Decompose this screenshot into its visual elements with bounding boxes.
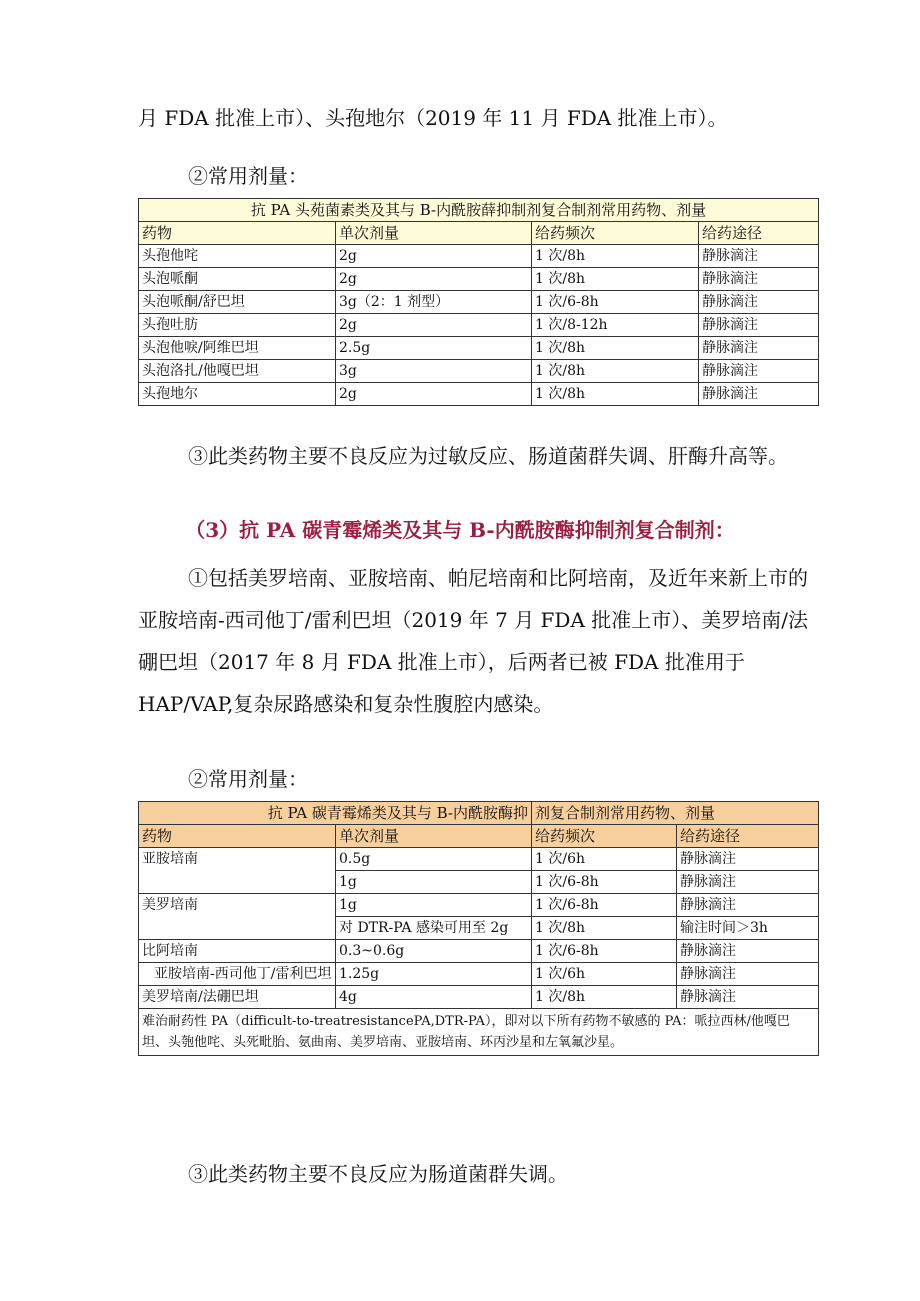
intro-line: 月 FDA 批准上市）、头孢地尔（2019 年 11 月 FDA 批准上市）。 [138,106,728,130]
table2-cell-frequency: 1 次/6h [532,963,677,986]
table1-cell-frequency: 1 次/8h [532,360,699,383]
table1-cell-drug: 头泡哌酮 [139,268,336,291]
table-row [139,314,819,337]
table1-cell-dose: 2.5g [336,337,532,360]
table1-cell-dose: 3g（2：1 剂型） [336,291,532,314]
table1-cell-frequency: 1 次/8h [532,337,699,360]
table1-cell-route: 静脉滴注 [699,383,819,406]
table2-header-drug: 药物 [139,825,336,848]
section-3-heading: （3）抗 PA 碳青霉烯类及其与 B-内酰胺酶抑制剂复合制剂： [185,518,735,542]
table-row [139,268,819,291]
table-row [139,383,819,406]
table2-caption-left: 抗 PA 碳青霉烯类及其与 B-内酰胺酶抑 [139,802,532,825]
table1-cell-route: 静脉滴注 [699,360,819,383]
table1-cell-route: 静脉滴注 [699,245,819,268]
table1-cell-drug: 头孢吐肪 [139,314,336,337]
table-cephalosporins [138,198,819,406]
table1-cell-drug: 头泡洛扎/他嘎巴坦 [139,360,336,383]
table2-cell-frequency: 1 次/6h [532,848,677,871]
table1-header-frequency: 给药频次 [532,222,699,245]
table1-cell-frequency: 1 次/8-12h [532,314,699,337]
table2-cell-drug: 亚胺培南-西司他丁/雷利巴坦 [139,963,336,986]
table2-cell-drug: 美罗培南 [139,894,336,940]
table2-header-dose: 单次剂量 [336,825,532,848]
table-row [139,894,819,917]
table-row [139,291,819,314]
table2-cell-dose: 对 DTR-PA 感染可用至 2g [336,917,532,940]
table1-cell-drug: 头孢他咤 [139,245,336,268]
table2-cell-drug: 比阿培南 [139,940,336,963]
table1-cell-dose: 3g [336,360,532,383]
table2-cell-dose: 1g [336,894,532,917]
table-carbapenems [138,801,819,1056]
table2-cell-dose: 0.3~0.6g [336,940,532,963]
table2-header-frequency: 给药频次 [532,825,677,848]
table-row [139,245,819,268]
table-row [139,940,819,963]
table1-cell-frequency: 1 次/8h [532,383,699,406]
table2-cell-route: 静脉滴注 [677,940,819,963]
table1-header-drug: 药物 [139,222,336,245]
table1-cell-dose: 2g [336,383,532,406]
table1-cell-route: 静脉滴注 [699,268,819,291]
table-row [139,963,819,986]
table1-cell-drug: 头泡哌酮/舒巴坦 [139,291,336,314]
table1-cell-frequency: 1 次/8h [532,245,699,268]
table2-header-route: 给药途径 [677,825,819,848]
adverse-reactions-1: ③此类药物主要不良反应为过敏反应、肠道菌群失调、肝酶升高等。 [188,444,788,468]
table1-body [139,245,819,406]
table1-cell-frequency: 1 次/8h [532,268,699,291]
table1-caption: 抗 PA 头苑菌素类及其与 B-内酰胺薛抑制剂复合制剂常用药物、剂量 [139,199,819,222]
table-row [139,337,819,360]
table1-header-dose: 单次剂量 [336,222,532,245]
table1-cell-drug: 头泡他唳/阿维巴坦 [139,337,336,360]
table1-cell-route: 静脉滴注 [699,337,819,360]
table2-cell-route: 静脉滴注 [677,963,819,986]
table2-cell-route: 输注时间＞3h [677,917,819,940]
table2-cell-frequency: 1 次/6-8h [532,940,677,963]
table2-cell-frequency: 1 次/6-8h [532,894,677,917]
table2-cell-route: 静脉滴注 [677,986,819,1009]
table1-cell-route: 静脉滴注 [699,291,819,314]
table2-cell-route: 静脉滴注 [677,848,819,871]
table2-cell-dose: 0.5g [336,848,532,871]
table2-cell-dose: 1g [336,871,532,894]
table1-header-route: 给药途径 [699,222,819,245]
table2-cell-route: 静脉滴注 [677,894,819,917]
table2-caption-right: 剂复合制剂常用药物、剂量 [532,802,819,825]
table1-cell-frequency: 1 次/6-8h [532,291,699,314]
table2-cell-drug: 美罗培南/法硼巴坦 [139,986,336,1009]
table-row [139,848,819,871]
table2-cell-drug: 亚胺培南 [139,848,336,894]
dose-label-2: ②常用剂量： [188,767,308,791]
table2-cell-frequency: 1 次/8h [532,917,677,940]
table2-cell-dose: 4g [336,986,532,1009]
table2-cell-route: 静脉滴注 [677,871,819,894]
table2-cell-frequency: 1 次/6-8h [532,871,677,894]
table2-body [139,848,819,1009]
table-row [139,986,819,1009]
table2-cell-frequency: 1 次/8h [532,986,677,1009]
section-3-paragraph: ①包括美罗培南、亚胺培南、帕尼培南和比阿培南，及近年来新上市的亚胺培南-西司他丁/雷利巴坦（2019 年 7 月 FDA 批准上市）、美罗培南/法硼巴坦（2017 年 8 月 FDA 批准上市），后两者已被 FDA 批准用于 HAP/VAP,复杂尿路感染和复杂性腹腔内感染。 [138,566,808,716]
table1-cell-dose: 2g [336,245,532,268]
table1-cell-dose: 2g [336,314,532,337]
adverse-reactions-2: ③此类药物主要不良反应为肠道菌群失调。 [188,1162,568,1186]
table1-cell-dose: 2g [336,268,532,291]
dose-label-1: ②常用剂量： [188,164,308,188]
table1-cell-drug: 头孢地尔 [139,383,336,406]
table1-cell-route: 静脉滴注 [699,314,819,337]
table-row [139,360,819,383]
table2-cell-dose: 1.25g [336,963,532,986]
table2-note: 难治耐药性 PA（difficult-to-treatresistancePA,DTR-PA），即对以下所有药物不敏感的 PA：哌拉西林/他嘎巴坦、头匏他咤、头死毗胎、氨曲南、美罗培南、亚胺培南、环丙沙星和左氧氟沙星。 [139,1009,819,1056]
